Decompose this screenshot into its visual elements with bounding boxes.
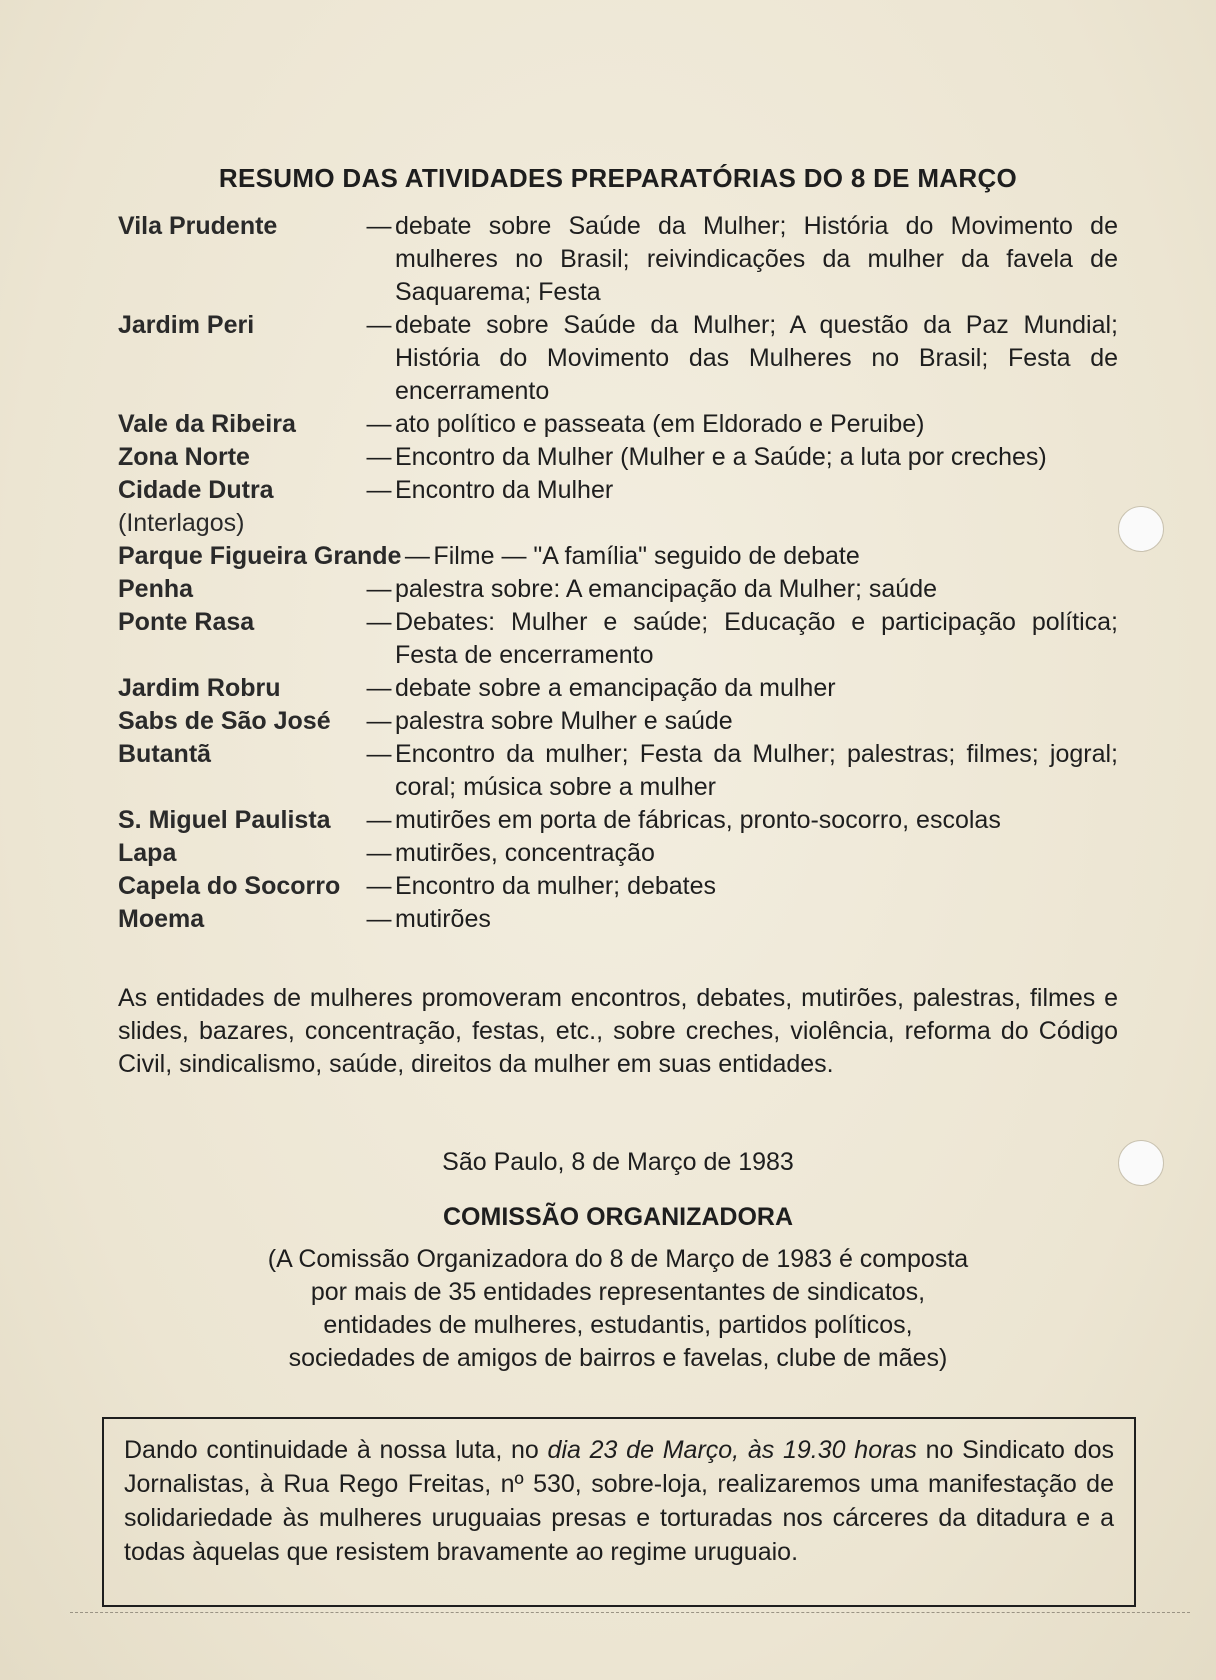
- composition-line: entidades de mulheres, estudantis, partidos políticos,: [323, 1311, 913, 1339]
- activity-place-sub: (Interlagos): [118, 509, 245, 537]
- summary-paragraph: As entidades de mulheres promoveram encontros, debates, mutirões, palestras, filmes e slides, bazares, concentração, festas, etc., sobre creches, violência, reforma do Código Civil, sindicalismo, saúde, direitos da mulher em suas entidades.: [118, 984, 1118, 1078]
- activity-place: Sabs de São José: [118, 707, 331, 735]
- activity-entry: [118, 870, 1118, 903]
- committee-composition: [218, 1243, 1018, 1375]
- page-title: RESUMO DAS ATIVIDADES PREPARATÓRIAS DO 8 DE MARÇO: [218, 163, 1018, 193]
- activity-dash: —: [404, 542, 430, 570]
- activity-description: mutirões: [395, 905, 491, 933]
- activity-dash: —: [366, 443, 392, 471]
- activity-place: Jardim Robru: [118, 674, 281, 702]
- composition-line: (A Comissão Organizadora do 8 de Março de 1983 é composta: [267, 1245, 969, 1273]
- activity-place-name: Cidade Dutra: [118, 476, 274, 504]
- notice-date: dia 23 de Março, às 19.30 horas: [547, 1436, 917, 1464]
- activity-description: Encontro da mulher; debates: [395, 872, 717, 900]
- activity-dash: —: [366, 575, 392, 603]
- notice-text: Dando continuidade à nossa luta, no: [124, 1436, 548, 1464]
- activity-entry: [118, 210, 1118, 309]
- activity-place: Jardim Peri: [118, 311, 255, 339]
- activity-description: Filme — "A família" seguido de debate: [433, 542, 860, 570]
- activity-place: Zona Norte: [118, 443, 250, 471]
- notice-box: [102, 1417, 1136, 1607]
- activity-dash: —: [366, 410, 392, 438]
- composition-line: sociedades de amigos de bairros e favelas, clube de mães): [288, 1344, 948, 1372]
- activity-description: debate sobre Saúde da Mulher; A questão da Paz Mundial; História do Movimento das Mulheres no Brasil; Festa de encerramento: [395, 311, 1118, 405]
- activity-description: ato político e passeata (em Eldorado e Peruibe): [395, 410, 925, 438]
- activity-dash: —: [366, 311, 392, 339]
- activity-entry: [118, 672, 1118, 705]
- activity-place: Lapa: [118, 839, 177, 867]
- punch-hole: [1118, 506, 1164, 552]
- activity-dash: —: [366, 839, 392, 867]
- punch-hole: [1118, 1140, 1164, 1186]
- activity-dash: —: [366, 608, 392, 636]
- activity-place: Penha: [118, 575, 194, 603]
- activity-description: mutirões, concentração: [395, 839, 655, 867]
- notice-text-continued: no Sindicato dos Jornalistas, à Rua Rego Freitas, nº 530, sobre-loja, realizaremos uma manifestação de solidariedade às mulheres uruguaias presas e torturadas nos cárceres da ditadura e a todas àquelas que resistem bravamente ao regime uruguaio.: [124, 1436, 1115, 1566]
- activity-entry: [118, 573, 1118, 606]
- organizing-committee-title: COMISSÃO ORGANIZADORA: [443, 1203, 793, 1231]
- activity-dash: —: [366, 806, 392, 834]
- activity-description: Encontro da Mulher: [395, 476, 614, 504]
- activity-entry: [118, 408, 1118, 441]
- activity-entry: [118, 804, 1118, 837]
- activity-dash: —: [366, 707, 392, 735]
- activity-description: debate sobre Saúde da Mulher; História do Movimento de mulheres no Brasil; reivindicações da mulher da favela de Saquarema; Festa: [395, 212, 1118, 306]
- activity-entry: [118, 309, 1118, 408]
- activity-place: Vale da Ribeira: [118, 410, 296, 438]
- activity-description: Encontro da Mulher (Mulher e a Saúde; a luta por creches): [395, 443, 1047, 471]
- activity-entry: [118, 474, 1118, 540]
- activity-place: Capela do Socorro: [118, 872, 341, 900]
- activity-description: Encontro da mulher; Festa da Mulher; palestras; filmes; jogral; coral; música sobre a mulher: [395, 740, 1118, 801]
- activity-dash: —: [366, 905, 392, 933]
- activities-list: [118, 210, 1118, 936]
- activity-description: debate sobre a emancipação da mulher: [395, 674, 836, 702]
- activity-entry: [118, 441, 1118, 474]
- activity-entry: [118, 903, 1118, 936]
- activity-dash: —: [366, 740, 392, 768]
- activity-place: Butantã: [118, 740, 212, 768]
- activity-entry: [118, 540, 1118, 573]
- activity-entry: [118, 837, 1118, 870]
- activity-entry: [118, 606, 1118, 672]
- activity-dash: —: [366, 872, 392, 900]
- activity-description: mutirões em porta de fábricas, pronto-socorro, escolas: [395, 806, 1001, 834]
- activity-dash: —: [366, 476, 392, 504]
- city-date: São Paulo, 8 de Março de 1983: [442, 1148, 794, 1176]
- activity-description: palestra sobre Mulher e saúde: [395, 707, 733, 735]
- activity-place: Moema: [118, 905, 205, 933]
- activity-entry: [118, 738, 1118, 804]
- activity-place: Parque Figueira Grande: [118, 542, 402, 570]
- activity-place: S. Miguel Paulista: [118, 806, 331, 834]
- activity-place: Vila Prudente: [118, 212, 278, 240]
- activity-place: [118, 474, 363, 540]
- activity-dash: —: [366, 674, 392, 702]
- activity-place: Ponte Rasa: [118, 608, 255, 636]
- cut-line: [70, 1612, 1190, 1613]
- composition-line: por mais de 35 entidades representantes de sindicatos,: [310, 1278, 926, 1306]
- activity-dash: —: [366, 212, 392, 240]
- activity-description: palestra sobre: A emancipação da Mulher; saúde: [395, 575, 938, 603]
- activity-entry: [118, 705, 1118, 738]
- activity-description: Debates: Mulher e saúde; Educação e participação política; Festa de encerramento: [395, 608, 1118, 669]
